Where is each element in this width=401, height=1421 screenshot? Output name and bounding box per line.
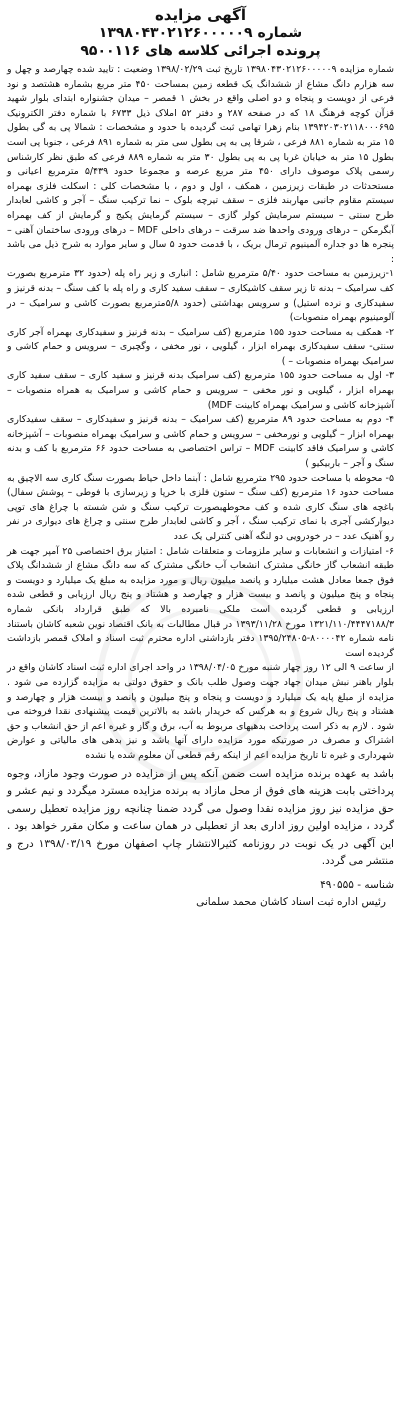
notice-footer — [7, 877, 394, 911]
identifier-line: شناسه - ۴۹۰۵۵۵ — [320, 878, 394, 891]
paragraph-yard: ۵- محوطه با مساحت حدود ۲۹۵ مترمربع شامل : آبنما داخل حیاط بصورت سنگ کاری سه الاچیق به مساحت حدود ۱۶ مترمربع (کف سنگ – ستون فلزی با خرپا و زیرسازی با فوطی – پوشش سفال) باغچه های سنگ کاری شده و کف محوطهبصورت ترکیب سنگ و شن شسته با چراغ های توپی دیوارکشی آجری با نمای ترکیب سنگ ، آجر و کاشی لعابدار طرح سنتی و چراغ های دیواری در نفر رو آهنیک عدد – در خودرویی دو لنگه آهنی کنترلی یک عدد — [7, 472, 394, 542]
notice-title: آگهی مزایده — [154, 6, 247, 24]
paragraph-property-description: شماره مزایده ۱۳۹۸۰۴۳۰۲۱۲۶۰۰۰۰۰۹ تاریخ ثبت ۱۳۹۸/۰۲/۲۹ وضعیت : تایید شده چهارصد و چهل و سه هزارم دانگ مشاع از ششدانگ یک قطعه زمین بمساحت ۴۵۰ متر مربع بشماره هشتصد و نود فرعی از دویست و پنجاه و دو اصلی واقع در بخش ۱ قمصر – میدان جشنواره ابتدای بلوار شهید قزآن کوچه فرهنگ ۱۸ که در صفحه ۲۸۷ و دفتر ۵۲ املاک ذیل ۶۷۳۳ با شماره دفتر الکترونیک ۱۳۹۴۲۰۳۰۲۱۱۸۰۰۰۶۹۵ بنام زهرا تهامی ثبت گردیده با حدود و مشخصات : شمالا پی به گی بطول ۱۵ متر به شماره ۸۸۱ فرعی ، شرقا پی به پی بطول سی متر به شماره ۸۹۱ فرعی ، جنوبا پی است بطول ۱۵ متر به خیابان غربا پی به پی بطول ۳۰ متر به شماره ۸۸۹ فرعی که طبق نظر کارشناس رسمی پلاک موصوف دارای ۴۵۰ متر مربع عرصه و مجموعا حدود ۵/۴۳۹ مترمربع اعیانی و مستحدثات در طبقات زیرزمین ، همکف ، اول و دوم ، با مشخصات کلی : اسکلت فلزی بهمراه سیستم مقاوم جانبی مهاربند فلزی – سقف تیرچه بلوک – نما ترکیب سنگ – آجر و کاشی لعابدار طرح سنتی – سیستم سرمایش کولر گازی – سیستم گرمایش پکیج و گرمایش از کف بهمراه آبگرمکن – درهای ورودی واحدها ضد سرقت – درهای داخلی MDF – درهای ورودی ساختمان آهنی – پنجره ها دو جداره آلمینیوم ترمال بریک ، با قدمت حدود ۵ سال و سایر موارد به شرح ذیل می باشد : — [7, 64, 395, 265]
notice-header — [7, 6, 394, 60]
notice-number: شماره ۱۳۹۸۰۴۳۰۲۱۲۶۰۰۰۰۰۹ — [98, 25, 303, 41]
paragraph-second-floor: ۴- دوم به مساحت حدود ۸۹ مترمربع (کف سرامیک – بدنه قرنیز و سفیدکاری – سقف سفیدکاری بهمراه ابزار – گیلویی و نورمخفی – سرویس و حمام کاشی و سرامیک بهمراه منصوبات – آشپزخانه کاشی و سرامیک فاقد کابینت MDF – تراس اختصاصی به مساحت حدود ۶۶ مترمربع با کف و بدنه سنگ و آجر – باربیکیو ) — [7, 414, 395, 470]
signature-line: رئیس اداره ثبت اسناد کاشان محمد سلمانی — [196, 895, 386, 908]
notice-body — [7, 63, 394, 764]
closing-paragraph: باشد به عهده برنده مزایده است ضمن آنکه پس از مزایده در صورت وجود مازاد، وجوه پرداختی بابت هزینه های فوق از محل مازاد به برنده مزایده مسترد میگردد و نیم عشر و حق مزایده نیز روز مزایده نقدا وصول می گردد ضمنا چنانچه روز مزایده تعطیل رسمی گردد ، مزایده اولین روز اداری بعد از تعطیلی در همان ساعت و مکان مقرر خواهد بود . این آگهی در یک نوبت در روزنامه کثیرالانتشار چاپ اصفهان مورخ ۱۳۹۸/۰۳/۱۹ درج و منتشر می گردد. — [7, 767, 394, 867]
paragraph-utilities: ۶- امتیازات و انشعابات و سایر ملزومات و متعلقات شامل : امتیاز برق اختصاصی ۲۵ آمپر جهت هر طبقه انشعاب گاز خانگی مشترک انشعاب آب خانگی مشترک که سه دانگ مشاع از ششدانگ پلاک فوق جمعا معادل هشت میلیارد و پانصد میلیون ریال و مورد مزایده به مبلغ یک میلیارد و دویست و پنجاه و پنج میلیون و پانصد و بیست هزار و چهارصد و هشتاد و پنج ریال ارزیابی و قطعی شده ارزیابی و قطعی گردیده است ملکی نامبرده بالا که طبق قرارداد بانکی شماره ۱۳۲۱/۱۱۰/۴۴۴۷۱۸۸/۳ مورخ ۱۳۹۳/۱۱/۲۸ در قبال مطالبات به بانک اقتصاد نوین شعبه کاشان باستناد نامه شماره ۸۰۰۰۰۴۲-۱۳۹۵/۲۴۸۰۵ دفتر بازداشتی اداره محترم ثبت اسناد و املاک قمصر بازداشت گردیده است — [7, 545, 395, 659]
paragraph-auction-terms: از ساعت ۹ الی ۱۲ روز چهار شنبه مورخ ۱۳۹۸/۰۴/۰۵ در واحد اجرای اداره ثبت اسناد کاشان واقع در بلوار باهنر نبش میدان جهاد جهت وصول طلب بانک و حقوق دولتی به مزایده گزارده می شود . مزایده از مبلغ پایه یک میلیارد و دویست و پنجاه و پنج میلیون و پانصد و بیست هزار و چهارصد و هشتاد و پنج ریال شروع و به هرکس که خریدار باشد به بالاترین قیمت پیشنهادی نقدا فروخته می شود . لازم به ذکر است پرداخت بدهیهای مربوط به آب، برق و گاز و غیره اعم از حق انشعاب و حق اشتراک و مصرف در صورتیکه مورد مزایده دارای آنها باشد و نیز بدهی های مالیاتی و عوارض شهرداری و غیره تا تاریخ مزایده اعم از اینکه رقم قطعی آن معلوم شده یا نشده — [7, 662, 394, 761]
paragraph-ground-floor: ۲- همکف به مساحت حدود ۱۵۵ مترمربع (کف سرامیک – بدنه قرنیز و سفیدکاری بهمراه آجر کاری سنتی- سقف سفیدکاری بهمراه ابزار ، گیلویی ، نور مخفی ، وگچبری – سرویس و حمام کاشی و سرامیک بهمراه منصوبات – ) — [7, 326, 394, 367]
paragraph-basement: ۱-زیرزمین به مساحت حدود ۵/۴۰ مترمربع شامل : انباری و زیر راه پله (حدود ۳۲ مترمربع بصورت کف سرامیک – بدنه تا زیر سقف کاشیکاری – سقف سفید کاری و راه پله با کف سنگ – بدنه قرنیز و سفیدکاری و نرده استیل) و سرویس بهداشتی (حدود ۵/۸مترمربع بصورت کاشی و سرامیک – در آلومینیوم بهمراه منصوبات) — [7, 268, 394, 324]
file-number: پرونده اجرائی کلاسه های ۹۵۰۰۱۱۶ — [80, 43, 321, 59]
paragraph-first-floor: ۳- اول به مساحت حدود ۱۵۵ مترمربع (کف سرامیک بدنه قرنیز و سفید کاری – سقف سفید کاری بهمراه ابزار ، گیلویی و نور مخفی – سرویس و حمام کاشی و سرامیک به همراه منصوبات – آشپزخانه کاشی و سرامیک بهمراه کابینت MDF) — [7, 370, 394, 411]
